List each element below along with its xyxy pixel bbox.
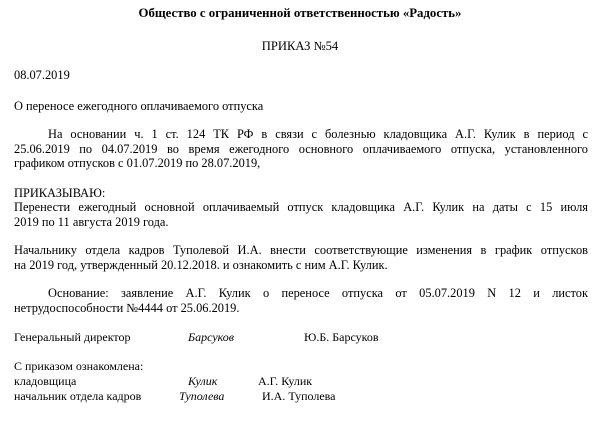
basis-line: На основании ч. 1 ст. 124 ТК РФ в связи с болезнью кладовщика А.Г. Кулик в период с	[48, 127, 588, 141]
acknowledgement-heading: С приказом ознакомлена:	[14, 359, 144, 373]
reason-line: нетрудоспособности №4444 от 25.06.2019.	[14, 300, 240, 315]
director-name: Ю.Б. Барсуков	[304, 330, 379, 344]
item-line: на 2019 год, утвержденный 20.12.2018. и ознакомить с ним А.Г. Кулик.	[14, 257, 388, 272]
order-word: ПРИКАЗЫВАЮ:	[14, 186, 106, 200]
basis-line: 25.06.2019 по 04.07.2019 во время ежегодного основного оплачиваемого отпуска, установленного	[14, 141, 588, 156]
item-line: Начальнику отдела кадров Туполевой И.А. внести соответствующие изменения в график отпусков	[14, 243, 588, 257]
reason-line: Основание: заявление А.Г. Кулик о переносе отпуска от 05.07.2019 N 12 и листок	[48, 286, 588, 300]
order-item-2	[14, 243, 588, 272]
employee-signature: Туполева	[179, 389, 225, 403]
basis-paragraph	[14, 127, 588, 171]
employee-role: начальник отдела кадров	[14, 389, 142, 403]
order-number: ПРИКАЗ №54	[261, 39, 339, 53]
item-line: 2019 по 11 августа 2019 года.	[14, 214, 169, 229]
employee-name: А.Г. Кулик	[258, 374, 313, 388]
employee-signature: Кулик	[188, 374, 218, 388]
director-role: Генеральный директор	[14, 330, 131, 344]
employee-name: И.А. Туполева	[262, 389, 336, 403]
order-subject: О переносе ежегодного оплачиваемого отпуска	[14, 99, 264, 113]
employee-role: кладовщица	[14, 374, 77, 388]
director-signature: Барсуков	[188, 330, 235, 344]
item-line: Перенести ежегодный основной оплачиваемый отпуск кладовщика А.Г. Кулик на даты с 15 июля	[14, 200, 588, 214]
order-item-1	[14, 200, 588, 229]
reason-paragraph	[14, 286, 588, 315]
organization-title: Общество с ограниченной ответственностью «Радость»	[138, 6, 462, 20]
basis-line: графиком отпусков с 01.07.2019 по 28.07.2019,	[14, 156, 261, 171]
order-date: 08.07.2019	[14, 68, 70, 82]
